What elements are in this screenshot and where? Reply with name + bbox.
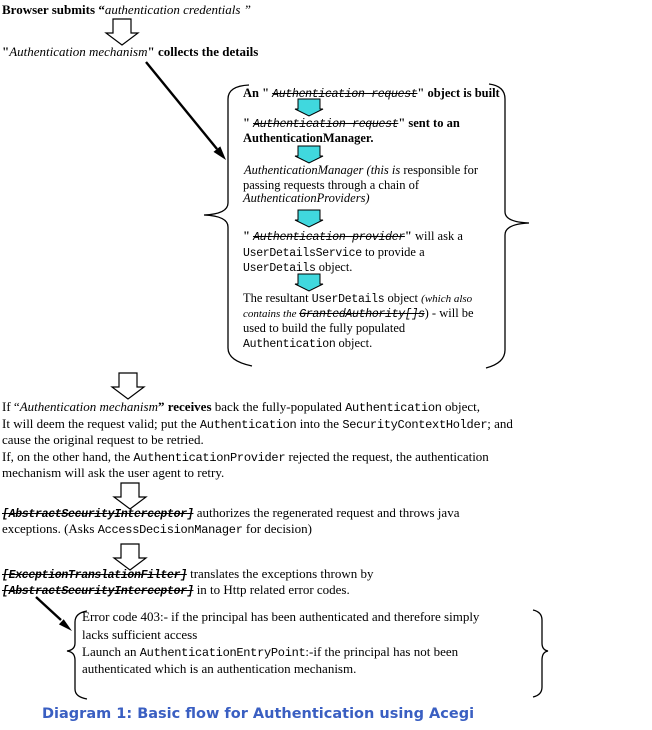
box-line-2: " Authentication request" sent to an (243, 116, 460, 131)
box-line-9: UserDetails object. (243, 260, 353, 275)
diagonal-arrow-icon (36, 597, 72, 631)
curly-brace-right-large (486, 84, 529, 368)
box-line-4: AuthenticationManager (this is responsible for (244, 163, 478, 177)
down-arrow-cyan-icon (295, 210, 323, 227)
box-line-8: UserDetailsService to provide a (243, 245, 425, 260)
translation-line-2: [AbstractSecurityInterceptor] in to Http related error codes. (2, 582, 350, 598)
error-line-3: Launch an AuthenticationEntryPoint:-if the principal has not been (82, 644, 459, 660)
box-line-13: Authentication object. (243, 336, 373, 351)
diagram-caption: Diagram 1: Basic flow for Authentication using Acegi (42, 706, 475, 722)
interceptor-line-2: exceptions. (Asks AccessDecisionManager for decision) (2, 521, 312, 537)
diagonal-arrow-icon (146, 62, 226, 160)
receives-paragraph-line-2: It will deem the request valid; put the Authentication into the SecurityContextHolder; and (2, 416, 513, 432)
mechanism-collects-text: "Authentication mechanism" collects the details (2, 44, 259, 59)
down-arrow-outline-icon (112, 373, 144, 399)
curly-brace-right-small (533, 610, 548, 697)
receives-paragraph-line-3: cause the original request to be retried. (2, 432, 204, 447)
box-line-11: contains the GrantedAuthority[]s) - will be (243, 306, 474, 321)
receives-paragraph-line-4: If, on the other hand, the AuthenticationProvider rejected the request, the authentication (2, 449, 489, 465)
box-line-10: The resultant UserDetails object (which also (243, 291, 473, 306)
error-line-2: lacks sufficient access (82, 627, 198, 642)
receives-paragraph-line-1: If “Authentication mechanism” receives back the fully-populated Authentication object, (2, 399, 480, 415)
interceptor-line-1: [AbstractSecurityInterceptor] authorizes the regenerated request and throws java (2, 505, 460, 521)
box-line-1: An " Authentication request" object is built (243, 86, 500, 101)
translation-line-1: [ExceptionTranslationFilter] translates the exceptions thrown by (2, 566, 374, 582)
error-line-4: authenticated which is an authentication mechanism. (82, 661, 357, 676)
down-arrow-outline-icon (106, 19, 138, 45)
box-line-6: AuthenticationProviders) (243, 191, 370, 205)
browser-submits-text: Browser submits “authentication credentials ” (2, 2, 251, 17)
box-line-5: passing requests through a chain of (243, 178, 420, 192)
error-line-1: Error code 403:- if the principal has been authenticated and therefore simply (82, 609, 480, 624)
box-line-12: used to build the fully populated (243, 321, 406, 335)
box-line-3: AuthenticationManager. (243, 131, 374, 145)
receives-paragraph-line-5: mechanism will ask the user agent to retry. (2, 465, 225, 480)
box-line-7: " Authentication provider" will ask a (243, 229, 463, 244)
